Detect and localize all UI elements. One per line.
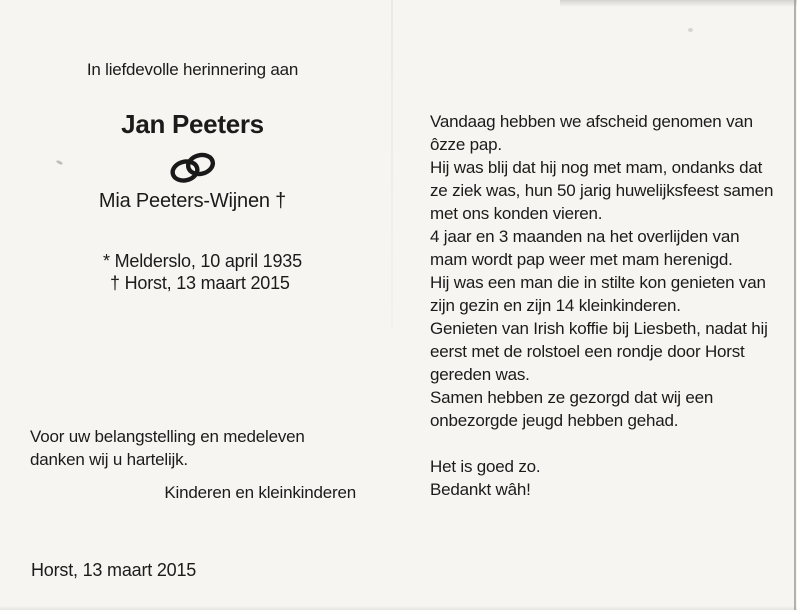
- intro-line: In liefdevolle herinnering aan: [86, 60, 299, 79]
- memorial-text-line: gereden was.: [430, 365, 530, 384]
- closing-text-line: Bedankt wâh!: [430, 480, 531, 499]
- card-right-panel: [430, 110, 775, 501]
- place-date-line: Horst, 13 maart 2015: [31, 560, 197, 580]
- memorial-text-line: eerst met de rolstoel een rondje door Horst: [430, 342, 745, 361]
- acknowledgement-line: Voor uw belangstelling en medeleven: [30, 427, 305, 446]
- memorial-text-line: ôzze pap.: [430, 135, 502, 154]
- card-fold-line: [391, 0, 393, 330]
- memorial-text-line: zijn gezin en zijn 14 kleinkinderen.: [430, 296, 681, 315]
- memorial-text-line: Hij was een man die in stilte kon genieten van: [430, 273, 766, 292]
- memorial-text-line: Vandaag hebben we afscheid genomen van: [430, 112, 753, 131]
- acknowledgement-line: danken wij u hartelijk.: [30, 449, 188, 469]
- memorial-text-line: ze ziek was, hun 50 jarig huwelijksfeest samen: [430, 181, 774, 200]
- closing-text: [430, 455, 775, 501]
- memorial-text-line: Genieten van Irish koffie bij Liesbeth, nadat hij: [430, 319, 768, 338]
- deceased-name: Jan Peeters: [121, 109, 264, 139]
- scan-right-edge: [794, 0, 796, 610]
- scan-top-shadow: [560, 0, 797, 7]
- memorial-text-line: Hij was blij dat hij nog met mam, ondanks dat: [430, 158, 763, 177]
- death-line: † Horst, 13 maart 2015: [110, 273, 290, 293]
- memorial-text-line: onbezorgde jeugd hebben gehad.: [430, 411, 679, 430]
- memorial-text-line: mam wordt pap weer met mam herenigd.: [430, 250, 733, 269]
- birth-line: * Melderslo, 10 april 1935: [103, 251, 302, 271]
- spouse-name: Mia Peeters-Wijnen †: [98, 190, 287, 212]
- card-left-panel: [0, 0, 385, 610]
- scan-speck: [688, 28, 693, 32]
- closing-text-line: Het is goed zo.: [430, 457, 541, 476]
- signature-line: Kinderen en kleinkinderen: [164, 483, 356, 502]
- memorial-text: [430, 110, 775, 432]
- memorial-text-line: 4 jaar en 3 maanden na het overlijden van: [430, 227, 740, 246]
- memorial-text-line: Samen hebben ze gezorgd dat wij een: [430, 388, 714, 407]
- wedding-rings-icon: [0, 150, 385, 186]
- birth-death-dates: [103, 250, 302, 294]
- memorial-text-line: met ons konden vieren.: [430, 204, 603, 223]
- acknowledgement-text: [30, 426, 305, 471]
